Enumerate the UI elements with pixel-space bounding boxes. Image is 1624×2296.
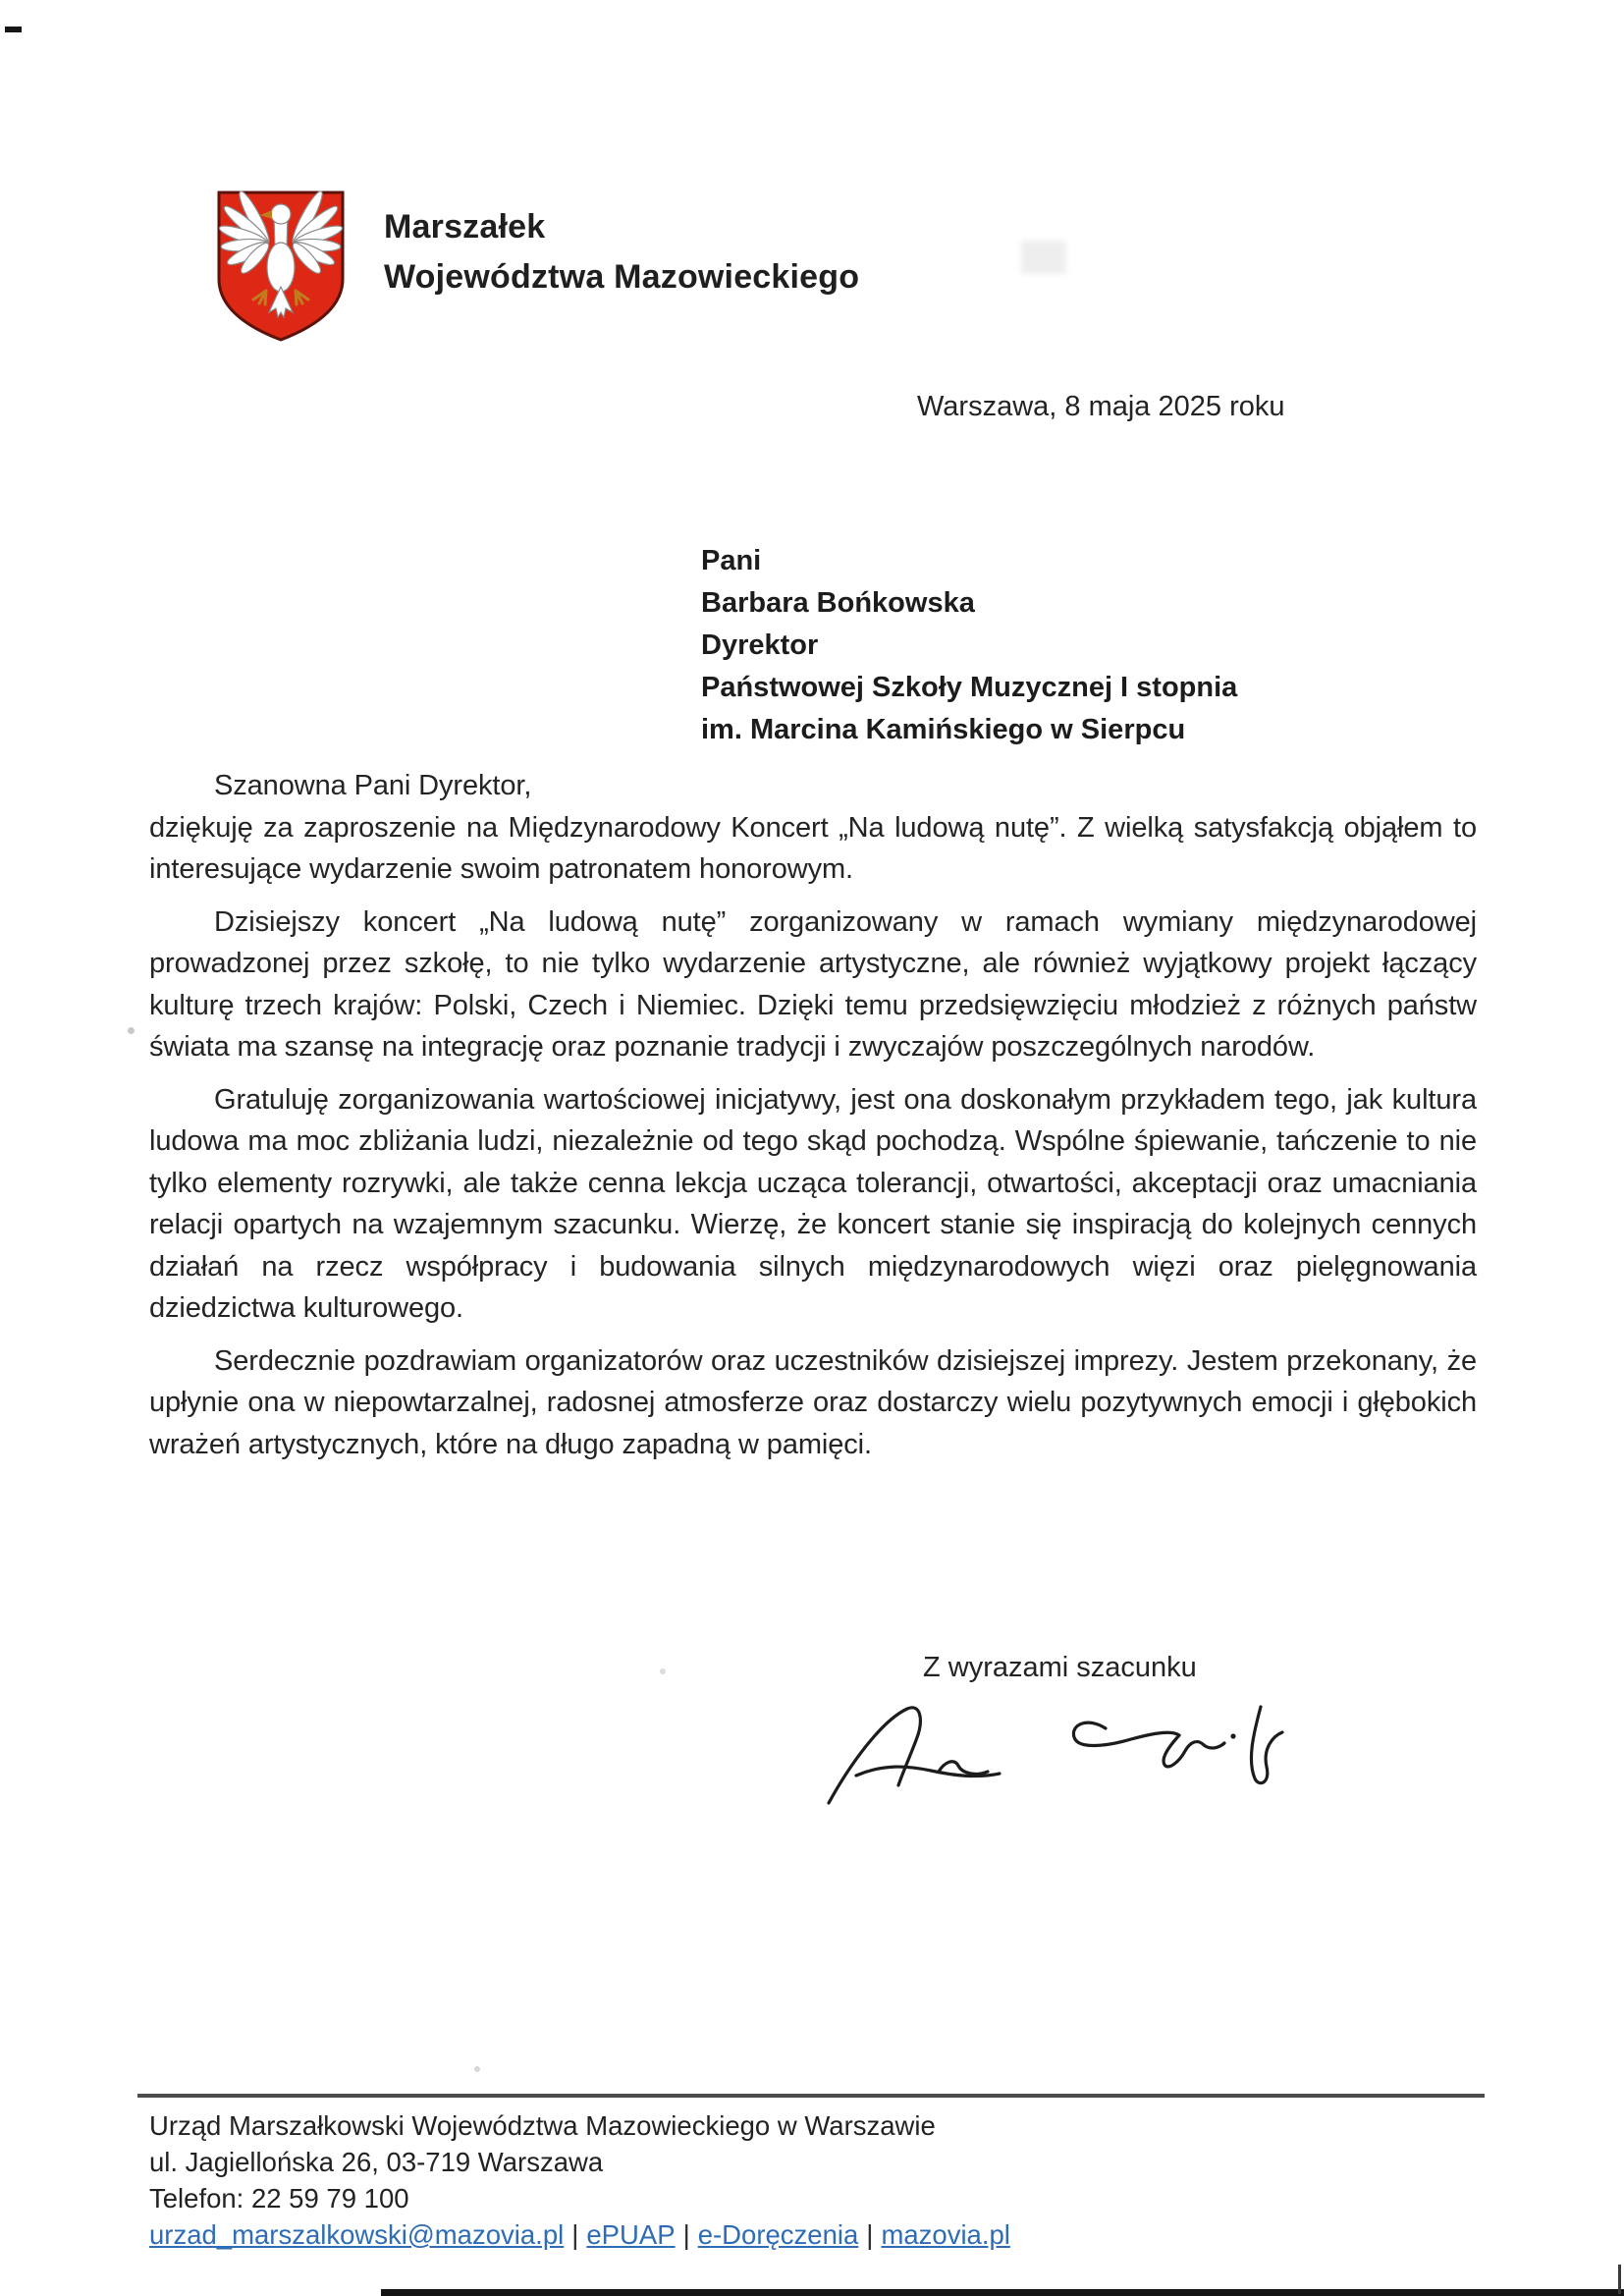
- footer-org-name: Urząd Marszałkowski Województwa Mazowieckiego w Warszawie: [149, 2110, 936, 2141]
- salutation: Szanowna Pani Dyrektor,: [214, 770, 532, 801]
- dateline: Warszawa, 8 maja 2025 roku: [917, 391, 1285, 422]
- body-paragraph: dziękuję za zaproszenie na Międzynarodowy Koncert „Na ludową nutę”. Z wielką satysfakcją objąłem to interesujące wydarzenie swoim patronatem honorowym.: [149, 811, 1477, 885]
- mazovia-coat-of-arms-icon: [211, 187, 351, 346]
- recipient-line: Państwowej Szkoły Muzycznej I stopnia: [701, 672, 1238, 703]
- body-paragraph: Dzisiejszy koncert „Na ludową nutę” zorganizowany w ramach wymiany międzynarodowej prowadzonej przez szkołę, to nie tylko wydarzenie artystyczne, ale również wyjątkowy projekt łączący kulturę trzech krajów: Polski, Czech i Niemiec. Dzięki temu przedsięwzięciu młodzież z różnych państw świata ma szansę na integrację oraz poznanie tradycji i zwyczajów poszczególnych narodów.: [149, 905, 1477, 1063]
- letterhead-title-line1: Marszałek: [384, 208, 546, 246]
- scan-artifact: [474, 2066, 480, 2072]
- footer: [149, 2107, 1010, 2253]
- eagle-head: [271, 204, 291, 224]
- footer-mazovia-link[interactable]: mazovia.pl: [881, 2219, 1010, 2250]
- scan-artifact: [1618, 2265, 1621, 2294]
- scan-artifact: [1021, 241, 1066, 274]
- scan-artifact: [660, 1668, 666, 1674]
- closing-phrase: Z wyrazami szacunku: [923, 1652, 1197, 1683]
- letterhead: [211, 187, 859, 346]
- eagle-body: [267, 243, 295, 292]
- footer-divider: [137, 2094, 1485, 2098]
- recipient-block: [701, 540, 1237, 751]
- recipient-line: Pani: [701, 545, 762, 576]
- scan-artifact: [381, 2289, 1624, 2296]
- scan-artifact: [5, 27, 22, 32]
- footer-separator: |: [866, 2219, 874, 2250]
- handwritten-signature: [823, 1695, 1284, 1813]
- recipient-line: Barbara Bońkowska: [701, 587, 975, 619]
- body-paragraph: Gratuluję zorganizowania wartościowej inicjatywy, jest ona doskonałym przykładem tego, jak kultura ludowa ma moc zbliżania ludzi, niezależnie od tego skąd pochodzą. Wspólne śpiewanie, tańczenie to nie tylko elementy rozrywki, ale także cenna lekcja ucząca tolerancji, otwartości, akceptacji oraz umacniania relacji opartych na wzajemnym szacunku. Wierzę, że koncert stanie się inspiracją do kolejnych cennych działań na rzecz współpracy i budowania silnych międzynarodowych więzi oraz pielęgnowania dziedzictwa kulturowego.: [149, 1083, 1477, 1324]
- body-paragraph: Serdecznie pozdrawiam organizatorów oraz uczestników dzisiejszej imprezy. Jestem przekonany, że upłynie ona w niepowtarzalnej, radosnej atmosferze oraz dostarczy wielu pozytywnych emocji i głębokich wrażeń artystycznych, które na długo zapadną w pamięci.: [149, 1344, 1477, 1460]
- footer-phone: Telefon: 22 59 79 100: [149, 2183, 409, 2214]
- recipient-line: Dyrektor: [701, 629, 819, 661]
- footer-links-row: [149, 2216, 1010, 2253]
- footer-epuap-link[interactable]: ePUAP: [586, 2219, 676, 2250]
- footer-edoreczenia-link[interactable]: e-Doręczenia: [697, 2219, 859, 2250]
- letter-body: [149, 765, 1477, 1465]
- scan-artifact: [128, 1027, 135, 1034]
- recipient-line: im. Marcina Kamińskiego w Sierpcu: [701, 714, 1186, 745]
- footer-email-link[interactable]: urzad_marszalkowski@mazovia.pl: [149, 2219, 565, 2250]
- footer-address: ul. Jagiellońska 26, 03-719 Warszawa: [149, 2147, 604, 2177]
- footer-separator: |: [571, 2219, 579, 2250]
- footer-separator: |: [682, 2219, 690, 2250]
- letterhead-title-line2: Województwa Mazowieckiego: [384, 258, 860, 296]
- letterhead-title: [384, 187, 859, 302]
